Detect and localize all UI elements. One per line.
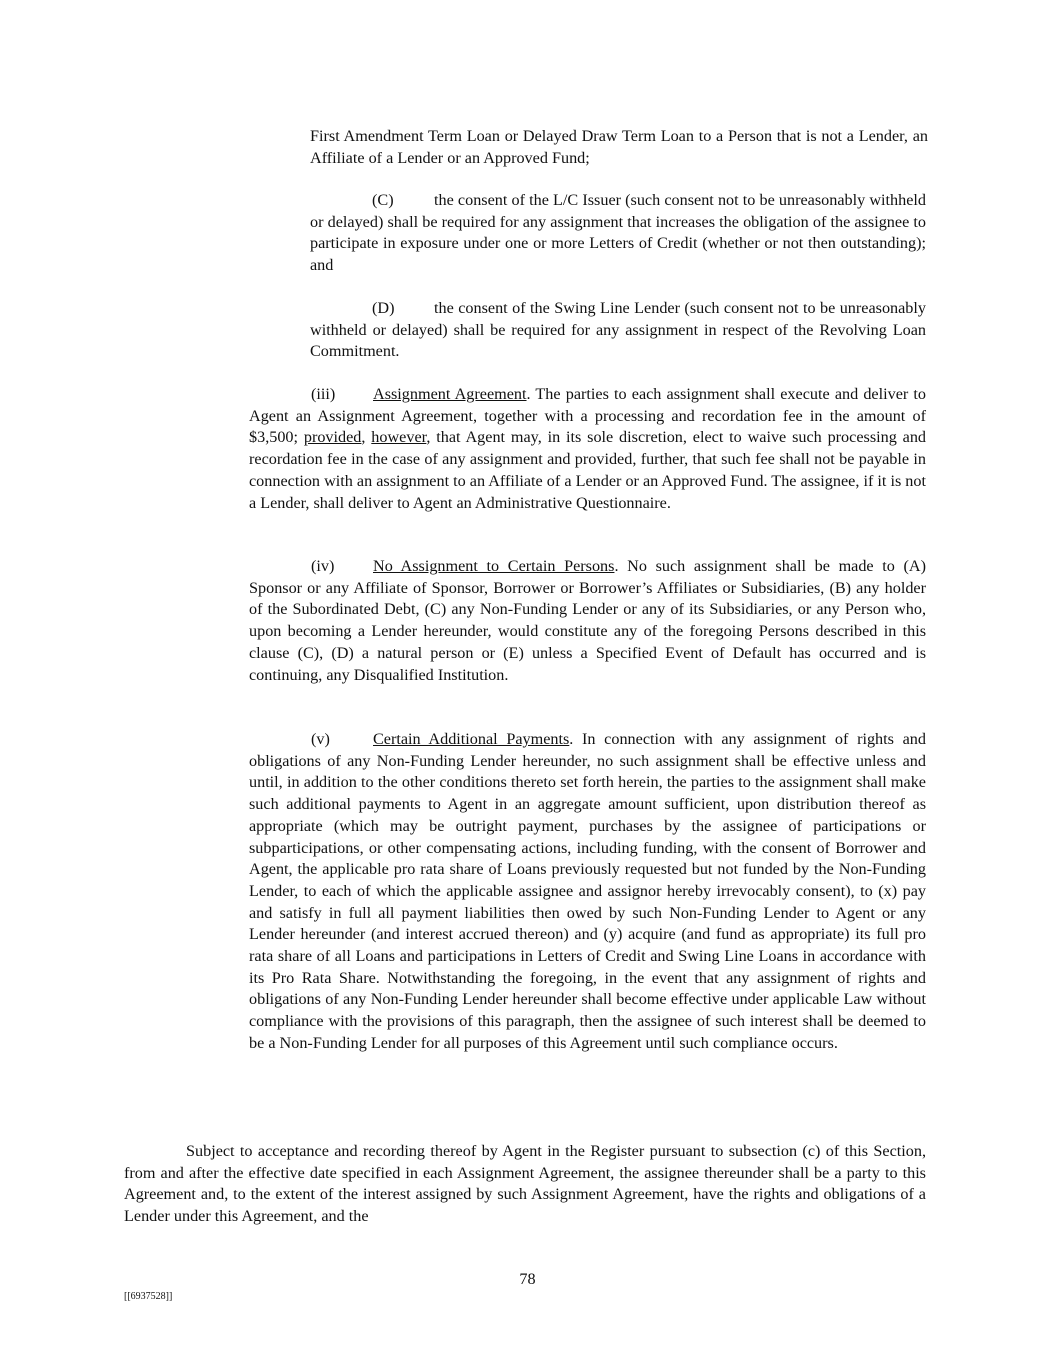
- clause-iv-text: . No such assignment shall be made to (A) Sponsor or any Affiliate of Sponsor, Borrower or Borrower’s Affiliates or Subsidiaries, (B) any holder of the Subordinated Debt, (C) any Non-Funding Lender or any of its Subsidiaries, or any Person who, upon becoming a Lender hereunder, would constitute any of the foregoing Persons described in this clause (C), (D) a natural person or (E) unless a Specified Event of Default has occurred and is continuing, any Disqualified Institution.: [249, 557, 926, 684]
- clause-iii-text-b: , that Agent may, in its sole discretion, elect to waive such processing and recordation fee in the case of any assignment and provided, further, that such fee shall not be payable in connection with an assignment to an Affiliate of a Lender or an Approved Fund. The assignee, if it is not a Lender, shall deliver to Agent an Administrative Questionnaire.: [249, 428, 927, 512]
- clause-iv-number: (iv): [311, 557, 335, 575]
- clause-d-number: (D): [372, 299, 395, 317]
- clause-v-heading: Certain Additional Payments: [373, 730, 570, 748]
- clause-iii-text-a: . The parties to each assignment shall execute and deliver to Agent an Assignment Agreement, together with a processing and recordation fee in the amount of $3,500;: [249, 385, 927, 447]
- clause-v-number: (v): [311, 730, 330, 748]
- clause-v-text: . In connection with any assignment of rights and obligations of any Non-Funding Lender hereunder, no such assignment shall be effective unless and until, in addition to the other conditions thereto set forth herein, the parties to the assignment shall make such additional payments to Agent in an aggregate amount sufficient, upon distribution thereof as appropriate (which may be outright payment, purchases by the assignee of participations or subparticipations, or other compensating actions, including funding, with the consent of Borrower and Agent, the applicable pro rata share of Loans previously requested but not funded by the Non-Funding Lender, to each of which the applicable assignee and assignor hereby irrevocably consent), to (x) pay and satisfy in full all payment liabilities then owed by such Non-Funding Lender to Agent or any Lender hereunder (and interest accrued thereon) and (y) acquire (and fund as appropriate) its full pro rata share of all Loans and participations in Letters of Credit and Swing Line Loans in accordance with its Pro Rata Share. Notwithstanding the foregoing, in the event that any assignment of rights and obligations of any Non-Funding Lender hereunder shall become effective under applicable Law without compliance with the provisions of this paragraph, then the assignee of such interest shall be deemed to be a Non-Funding Lender for all purposes of this Agreement until such compliance occurs.: [249, 730, 926, 1052]
- clause-c-text: the consent of the L/C Issuer (such consent not to be unreasonably withheld or delayed) shall be required for any assignment that increases the obligation of the assignee to participate in exposure under one or more Letters of Credit (whether or not then outstanding); and: [310, 191, 926, 275]
- clause-iv-paragraph: [249, 556, 926, 686]
- page-number: 78: [519, 1270, 536, 1288]
- clause-iii-number: (iii): [311, 385, 336, 403]
- clause-iii-paragraph: [249, 384, 926, 514]
- clause-iii-heading: Assignment Agreement: [373, 385, 527, 403]
- clause-c-number: (C): [372, 191, 394, 209]
- document-id: [[6937528]]: [124, 1291, 173, 1302]
- clause-c-paragraph: [310, 190, 926, 277]
- continuation-paragraph: [310, 126, 928, 169]
- clause-d-text: the consent of the Swing Line Lender (such consent not to be unreasonably withheld or delayed) shall be required for any assignment in respect of the Revolving Loan Commitment.: [310, 299, 926, 361]
- continuation-text: First Amendment Term Loan or Delayed Draw Term Loan to a Person that is not a Lender, an Affiliate of a Lender or an Approved Fund;: [310, 127, 928, 167]
- subject-text: Subject to acceptance and recording thereof by Agent in the Register pursuant to subsection (c) of this Section, from and after the effective date specified in each Assignment Agreement, the assignee thereunder shall be a party to this Agreement and, to the extent of the interest assigned by such Assignment Agreement, have the rights and obligations of a Lender under this Agreement, and the: [124, 1142, 926, 1226]
- clause-v-paragraph: [249, 729, 926, 1055]
- clause-iv-heading: No Assignment to Certain Persons: [373, 557, 615, 575]
- clause-d-paragraph: [310, 298, 926, 363]
- subject-paragraph: [124, 1141, 926, 1228]
- provided-term: provided: [303, 428, 362, 447]
- however-term: however: [371, 428, 427, 447]
- clause-iii-sep: ,: [361, 428, 372, 447]
